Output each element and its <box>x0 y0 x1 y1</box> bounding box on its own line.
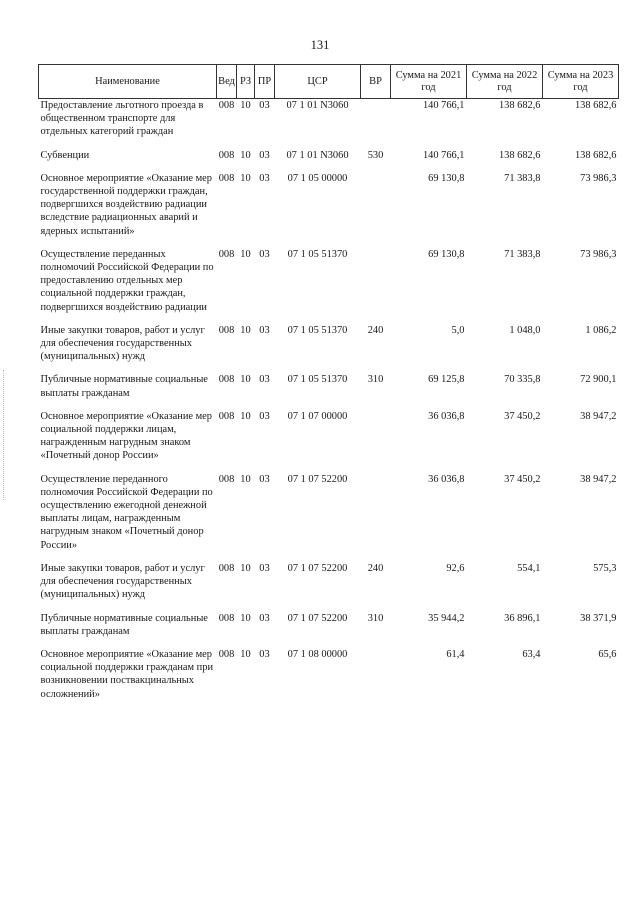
header-vr: ВР <box>361 65 391 99</box>
table-row <box>39 324 619 374</box>
row-name: Основное мероприятие «Оказание мер государственной поддержки граждан, подвергшихся воздействию радиации вследствие радиационных аварий и ядерных испытаний» <box>40 172 212 237</box>
table-row <box>39 473 619 562</box>
row-ved: 008 <box>218 324 235 336</box>
row-rz: 10 <box>240 324 251 336</box>
row-vr <box>361 248 391 324</box>
row-rz: 10 <box>240 410 251 422</box>
table-row <box>39 248 619 324</box>
row-rz: 10 <box>240 172 251 184</box>
row-sum-2021: 140 766,1 <box>422 100 465 111</box>
table-header-row <box>39 65 619 99</box>
scan-margin-mark <box>3 370 5 500</box>
row-sum-2022: 71 383,8 <box>504 172 541 184</box>
row-sum-2021: 35 944,2 <box>428 612 465 624</box>
row-ved: 008 <box>218 248 235 260</box>
row-rz: 10 <box>240 374 251 386</box>
row-ved: 008 <box>218 648 235 660</box>
row-ved: 008 <box>218 410 235 422</box>
row-sum-2023: 138 682,6 <box>574 149 617 161</box>
row-sum-2022: 70 335,8 <box>504 374 541 386</box>
row-sum-2021: 36 036,8 <box>428 473 465 485</box>
row-ved: 008 <box>218 612 235 624</box>
row-pr: 03 <box>259 172 270 184</box>
row-sum-2022: 37 450,2 <box>504 410 541 422</box>
row-pr: 03 <box>259 473 270 485</box>
row-sum-2023: 138 682,6 <box>574 100 617 111</box>
row-sum-2021: 92,6 <box>446 562 465 574</box>
row-name: Осуществление переданных полномочий Российской Федерации по предоставлению отдельных мер социальной поддержки граждан, подвергшихся воздействию радиации <box>40 248 214 313</box>
row-sum-2023: 38 371,9 <box>580 612 617 624</box>
row-name: Осуществление переданного полномочия Российской Федерации по осуществлению ежегодной денежной выплаты лицам, награжденным нагрудным знаком «Почетный донор России» <box>40 473 213 551</box>
row-ved: 008 <box>218 149 235 161</box>
row-sum-2021: 69 130,8 <box>428 172 465 184</box>
row-sum-2021: 69 125,8 <box>428 374 465 386</box>
row-sum-2023: 38 947,2 <box>580 410 617 422</box>
row-csr: 07 1 08 00000 <box>287 648 348 660</box>
row-name: Иные закупки товаров, работ и услуг для обеспечения государственных (муниципальных) нужд <box>40 324 205 363</box>
row-sum-2022: 37 450,2 <box>504 473 541 485</box>
page-number: 131 <box>310 38 330 52</box>
header-sum-2022: Сумма на 2022 год <box>467 65 543 99</box>
row-ved: 008 <box>218 473 235 485</box>
row-sum-2021: 61,4 <box>446 648 465 660</box>
row-csr: 07 1 07 00000 <box>287 410 348 422</box>
row-ved: 008 <box>218 562 235 574</box>
row-sum-2022: 138 682,6 <box>498 149 541 161</box>
header-pr: ПР <box>255 65 275 99</box>
row-name: Субвенции <box>40 149 90 161</box>
row-name: Основное мероприятие «Оказание мер социальной поддержки гражданам при возникновении поствакцинальных осложнений» <box>40 648 214 700</box>
row-rz: 10 <box>240 562 251 574</box>
row-vr <box>361 172 391 248</box>
row-ved: 008 <box>218 172 235 184</box>
row-csr: 07 1 01 N3060 <box>286 100 349 111</box>
row-pr: 03 <box>259 149 270 161</box>
row-name: Публичные нормативные социальные выплаты гражданам <box>40 612 208 637</box>
row-sum-2022: 138 682,6 <box>498 100 541 111</box>
header-csr: ЦСР <box>275 65 361 99</box>
row-name: Предоставление льготного проезда в общественном транспорте для отдельных категорий граждан <box>40 100 204 138</box>
row-vr: 530 <box>367 149 384 161</box>
row-pr: 03 <box>259 648 270 660</box>
row-csr: 07 1 01 N3060 <box>286 149 349 161</box>
row-csr: 07 1 07 52200 <box>287 562 348 574</box>
budget-table <box>38 64 619 711</box>
row-sum-2022: 63,4 <box>522 648 541 660</box>
row-ved: 008 <box>218 100 235 111</box>
header-ved: Вед <box>217 65 237 99</box>
table-row <box>39 562 619 612</box>
header-rz: РЗ <box>237 65 255 99</box>
row-rz: 10 <box>240 100 251 111</box>
row-sum-2022: 1 048,0 <box>509 324 541 336</box>
row-vr <box>361 410 391 473</box>
row-rz: 10 <box>240 612 251 624</box>
row-sum-2021: 36 036,8 <box>428 410 465 422</box>
row-csr: 07 1 05 51370 <box>287 248 348 260</box>
row-name: Основное мероприятие «Оказание мер социальной поддержки лицам, награжденным нагрудным знаком «Почетный донор России» <box>40 410 212 462</box>
row-csr: 07 1 05 00000 <box>287 172 348 184</box>
row-vr <box>361 648 391 711</box>
table-row <box>39 410 619 473</box>
row-sum-2023: 72 900,1 <box>580 374 617 386</box>
row-sum-2023: 73 986,3 <box>580 172 617 184</box>
row-vr: 240 <box>367 324 384 336</box>
row-vr: 240 <box>367 562 384 574</box>
row-pr: 03 <box>259 248 270 260</box>
row-sum-2022: 71 383,8 <box>504 248 541 260</box>
row-csr: 07 1 07 52200 <box>287 612 348 624</box>
row-pr: 03 <box>259 410 270 422</box>
row-sum-2022: 36 896,1 <box>504 612 541 624</box>
table-row <box>39 373 619 409</box>
row-name: Иные закупки товаров, работ и услуг для обеспечения государственных (муниципальных) нужд <box>40 562 205 601</box>
row-rz: 10 <box>240 648 251 660</box>
row-vr <box>361 99 391 149</box>
row-csr: 07 1 05 51370 <box>287 374 348 386</box>
table-row <box>39 172 619 248</box>
row-sum-2023: 38 947,2 <box>580 473 617 485</box>
row-vr <box>361 473 391 562</box>
row-pr: 03 <box>259 562 270 574</box>
row-sum-2021: 140 766,1 <box>422 149 465 161</box>
header-sum-2021: Сумма на 2021 год <box>391 65 467 99</box>
table-row <box>39 612 619 648</box>
row-rz: 10 <box>240 473 251 485</box>
row-name: Публичные нормативные социальные выплаты гражданам <box>40 374 208 399</box>
row-pr: 03 <box>259 612 270 624</box>
table-row <box>39 648 619 711</box>
row-pr: 03 <box>259 324 270 336</box>
header-sum-2023: Сумма на 2023 год <box>543 65 619 99</box>
row-csr: 07 1 07 52200 <box>287 473 348 485</box>
row-vr: 310 <box>367 374 384 386</box>
row-sum-2021: 69 130,8 <box>428 248 465 260</box>
row-sum-2023: 1 086,2 <box>585 324 617 336</box>
row-sum-2021: 5,0 <box>451 324 465 336</box>
row-sum-2023: 73 986,3 <box>580 248 617 260</box>
table-row <box>39 149 619 172</box>
row-sum-2022: 554,1 <box>517 562 541 574</box>
row-rz: 10 <box>240 248 251 260</box>
row-pr: 03 <box>259 100 270 111</box>
row-vr: 310 <box>367 612 384 624</box>
table-row <box>39 99 619 149</box>
row-sum-2023: 65,6 <box>598 648 617 660</box>
row-sum-2023: 575,3 <box>593 562 617 574</box>
row-pr: 03 <box>259 374 270 386</box>
row-ved: 008 <box>218 374 235 386</box>
header-name: Наименование <box>39 65 217 99</box>
row-rz: 10 <box>240 149 251 161</box>
row-csr: 07 1 05 51370 <box>287 324 348 336</box>
